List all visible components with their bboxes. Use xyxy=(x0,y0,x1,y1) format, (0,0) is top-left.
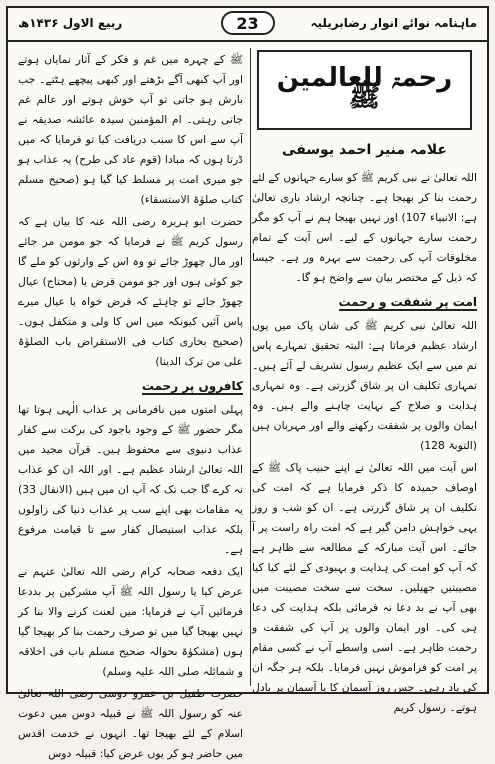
magazine-page xyxy=(6,6,489,760)
title-box xyxy=(257,50,472,130)
right-column xyxy=(252,50,477,714)
column-divider xyxy=(250,48,251,686)
paragraph: پہلی امتوں میں نافرمانی پر عذاب الٰہی ہوتا تھا مگر حضور ﷺ کے وجود باجود کی برکت سے کفار عذاب دنیوی سے محفوظ ہیں۔ قرآن مجید میں اللہ تعالیٰ ارشاد عظیم ہے۔ اور اللہ ان کو عذاب نہ کرے گا جب تک کہ آپ ان میں ہیں (الانفال 33) یہ مقامات بھی اپنے سب پر عذاب دنیا کی زاولوں بلکہ عذاب استیصال کفار سے تا قیامت مرفوع ہے۔ xyxy=(18,403,243,556)
page-header xyxy=(8,8,487,42)
section-heading-text: کافروں پر رحمت xyxy=(141,379,243,393)
left-column xyxy=(18,50,243,760)
paragraph: ایک دفعہ صحابہ کرام رضی اللہ تعالیٰ عنہم نے عرض کیا یا رسول اللہ ﷺ آپ مشرکین پر بددعا فرمائیں آپ نے فرمایا: میں لعنت کرنے والا بنا کر نہیں بھیجا گیا میں تو صرف رحمت بنا کر بھیجا گیا ہوں (مشکوٰۃ بحوالہ صحیح مسلم باب فی اخلاقہ و شمائلہ صلی اللہ علیہ وسلم) xyxy=(18,565,243,678)
paragraph: اللہ تعالیٰ نے نبی کریم ﷺ کو سارے جہانوں کے لئے رحمت بنا کر بھیجا ہے۔ چنانچہ ارشاد باری تعالیٰ ہے: الانبیاء 107) اور نہیں بھیجا ہم نے آپ کو مگر رحمت سارے جہانوں کے لیے۔ اس آیت کے تمام مخلوقات آپ کی رحمت سے بہرہ ور ہے۔ جیسا کہ ذیل کے مختصر بیان سے واضح ہو گا۔ xyxy=(252,171,477,284)
magazine-name: ماہنامہ نوائے انوار رضابریلیہ xyxy=(310,16,477,30)
author-name: علامہ منیر احمد یوسفی xyxy=(282,142,447,158)
paragraph: حضرت طفیل بن عمرو دوسی رضی اللہ تعالیٰ عنہ کو رسول اللہ ﷺ نے قبیلہ دوس میں دعوت اسلام کے لئے بھیجا تھا۔ انہوں نے خدمت اقدس میں حاضر ہو کر یوں عرض کیا: قبیلہ دوس xyxy=(18,687,243,760)
section-heading-text: امت پر شفقت و رحمت xyxy=(338,295,477,309)
paragraph: اللہ تعالیٰ نبی کریم ﷺ کی شان پاک میں یوں ارشاد عظیم فرماتا ہے: البتہ تحقیق تمہارے پاس تم میں سے ایک عظیم رسول تشریف لے آئے ہیں۔ تمہاری تکلیف ان پر شاق گزرتی ہے۔ وہ تمہاری ہدایت و صلاح کے نہایت چاہنے والے ہیں۔ وہ ایمان والوں پر شفقت رکھنے والے اور مہربان ہیں (التوبۃ 128) xyxy=(252,319,477,452)
paragraph: حضرت ابو ہریرہ رضی اللہ عنہ کا بیان ہے کہ رسول کریم ﷺ نے فرمایا کہ جو مومن مر جائے اور مال چھوڑ جائے تو وہ اس کے وارثوں کو ملے گا جو کوئی ہوں اور جو مومن قرض یا (محتاج) عیال چھوڑ جائے تو چاہئے کہ قرض خواہ یا عیال میرے پاس آئیں کیونکہ میں اس کا ولی و متکفل ہوں۔ (صحیح بخاری کتاب فی الاستقراض باب الصلوٰۃ علی من ترک الدینا) xyxy=(18,215,243,368)
issue-date: ربیع الاول ۱۴۳۶ھ xyxy=(18,16,123,30)
section-heading xyxy=(252,292,477,312)
section-heading xyxy=(18,376,243,396)
paragraph: ﷺ کے چہرہ میں غم و فکر کے آثار نمایاں ہوتے اور آپ کبھی آگے بڑھتے اور کبھی پیچھے ہٹتے۔ جب بارش ہو جاتی تو آپ خوش ہوتے اور عالم غم جاتی رہتی۔ ام المؤمنین سیدہ عائشہ صدیقہ نے آپ سے اس کا سبب دریافت کیا تو فرمایا کہ میں ڈرتا ہوں کہ مبادا (قوم عاد کی طرح) یہ عذاب ہو جو میری امت پر مسلط کیا گیا ہو (صحیح مسلم کتاب صلوٰۃ الاستسقاء) xyxy=(18,53,243,206)
article-title: رحمۃ للعالمین ﷺ xyxy=(276,63,453,113)
paragraph: اس آیت میں اللہ تعالیٰ نے اپنے حبیب پاک ﷺ کے اوصاف حمیدہ کا ذکر فرمایا ہے کہ امت کی تکلیف ان پر شاق گزرتی ہے۔ ان کو شب و روز یہی خواہش دامن گیر ہے کہ امت راہ راست پر آ جائے۔ اس آیت مبارکہ کے مطالعہ سے ظاہر ہے کہ آپ کو امت کی ہدایت و بہبودی کے لئے کیا کیا مصیبتیں جھیلیں۔ سخت سے سخت مصیبت میں بھی آپ نے بد دعا نہ فرمائی بلکہ ہدایت کی دعا ہی کی۔ اور ایمان والوں پر آپ کی شفقت و رحمت ظاہر ہے۔ اسی واسطے آپ نے کسی مقام پر امت کو فراموش نہیں فرمایا۔ بلکہ ہر جگہ ان کی یاد رہی۔ جس روز آسمان کا یا آسمان پر بادل ہوتے۔ رسول کریم xyxy=(252,461,477,714)
page-number: 23 xyxy=(221,11,275,35)
